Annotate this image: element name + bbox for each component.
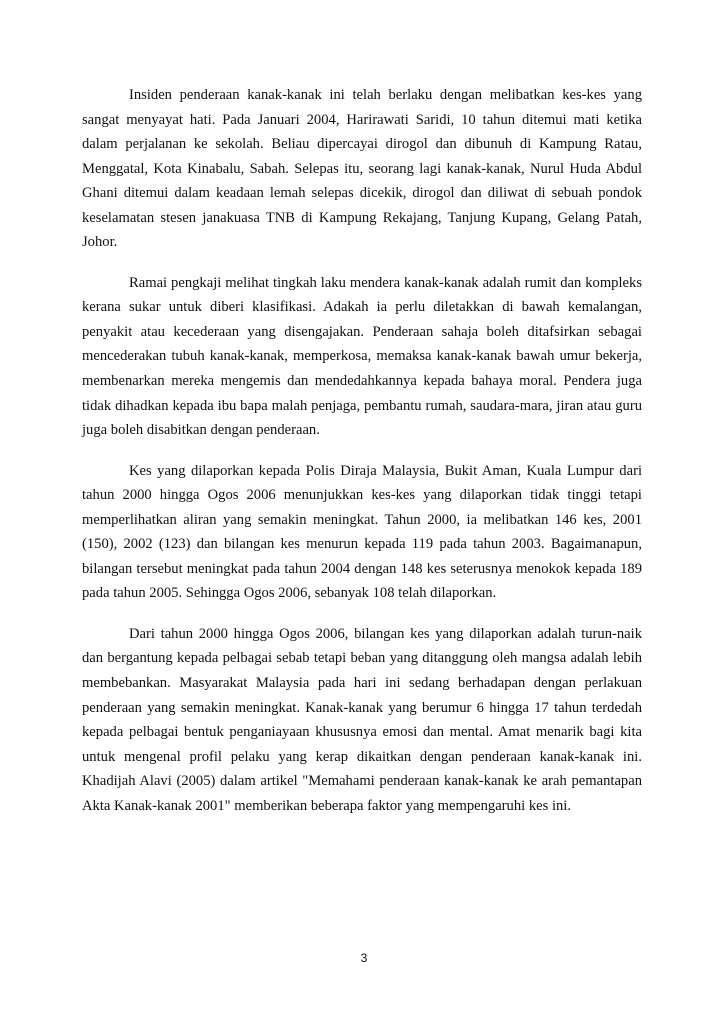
page-number: 3 [360, 951, 368, 965]
paragraph-police-statistics: Kes yang dilaporkan kepada Polis Diraja Malaysia, Bukit Aman, Kuala Lumpur dari tahun 2000 hingga Ogos 2006 menunjukkan kes-kes yang dilaporkan tidak tinggi tetapi memperlihatkan aliran yang semakin meningkat. Tahun 2000, ia melibatkan 146 kes, 2001 (150), 2002 (123) dan bilangan kes menurun kepada 119 pada tahun 2003. Bagaimanapun, bilangan tersebut meningkat pada tahun 2004 dengan 148 kes seterusnya menokok kepada 189 pada tahun 2005. Sehingga Ogos 2006, sebanyak 108 telah dilaporkan. [82, 462, 642, 602]
paragraph-incidents: Insiden penderaan kanak-kanak ini telah berlaku dengan melibatkan kes-kes yang sangat menyayat hati. Pada Januari 2004, Harirawati Saridi, 10 tahun ditemui mati ketika dalam perjalanan ke sekolah. Beliau dipercayai dirogol dan dibunuh di Kampung Ratau, Menggatal, Kota Kinabalu, Sabah. Selepas itu, seorang lagi kanak-kanak, Nurul Huda Abdul Ghani ditemui dalam keadaan lemah selepas dicekik, dirogol dan diliwat di sebuah pondok keselamatan stesen janakuasa TNB di Kampung Rekajang, Tanjung Kupang, Gelang Patah, Johor. [82, 87, 642, 251]
document-body [82, 83, 642, 834]
paragraph-trend-factors: Dari tahun 2000 hingga Ogos 2006, bilangan kes yang dilaporkan adalah turun-naik dan bergantung kepada pelbagai sebab tetapi beban yang ditanggung oleh mangsa adalah lebih membebankan. Masyarakat Malaysia pada hari ini sedang berhadapan dengan perlakuan penderaan yang semakin meningkat. Kanak-kanak yang berumur 6 hingga 17 tahun terdedah kepada pelbagai bentuk penganiayaan khususnya emosi dan mental. Amat menarik bagi kita untuk mengenal profil pelaku yang kerap dikaitkan dengan penderaan kanak-kanak ini. Khadijah Alavi (2005) dalam artikel "Memahami penderaan kanak-kanak ke arah pemantapan Akta Kanak-kanak 2001" memberikan beberapa faktor yang mempengaruhi kes ini. [82, 625, 642, 814]
paragraph-classification: Ramai pengkaji melihat tingkah laku mendera kanak-kanak adalah rumit dan kompleks kerana sukar untuk diberi klasifikasi. Adakah ia perlu diletakkan di bawah kemalangan, penyakit atau kecederaan yang disengajakan. Penderaan sahaja boleh ditafsirkan sebagai mencederakan tubuh kanak-kanak, memperkosa, memaksa kanak-kanak bawah umur bekerja, membenarkan mereka mengemis dan mendedahkannya kepada bahaya moral. Pendera juga tidak dihadkan kepada ibu bapa malah penjaga, pembantu rumah, saudara-mara, jiran atau guru juga boleh disabitkan dengan penderaan. [82, 274, 642, 439]
